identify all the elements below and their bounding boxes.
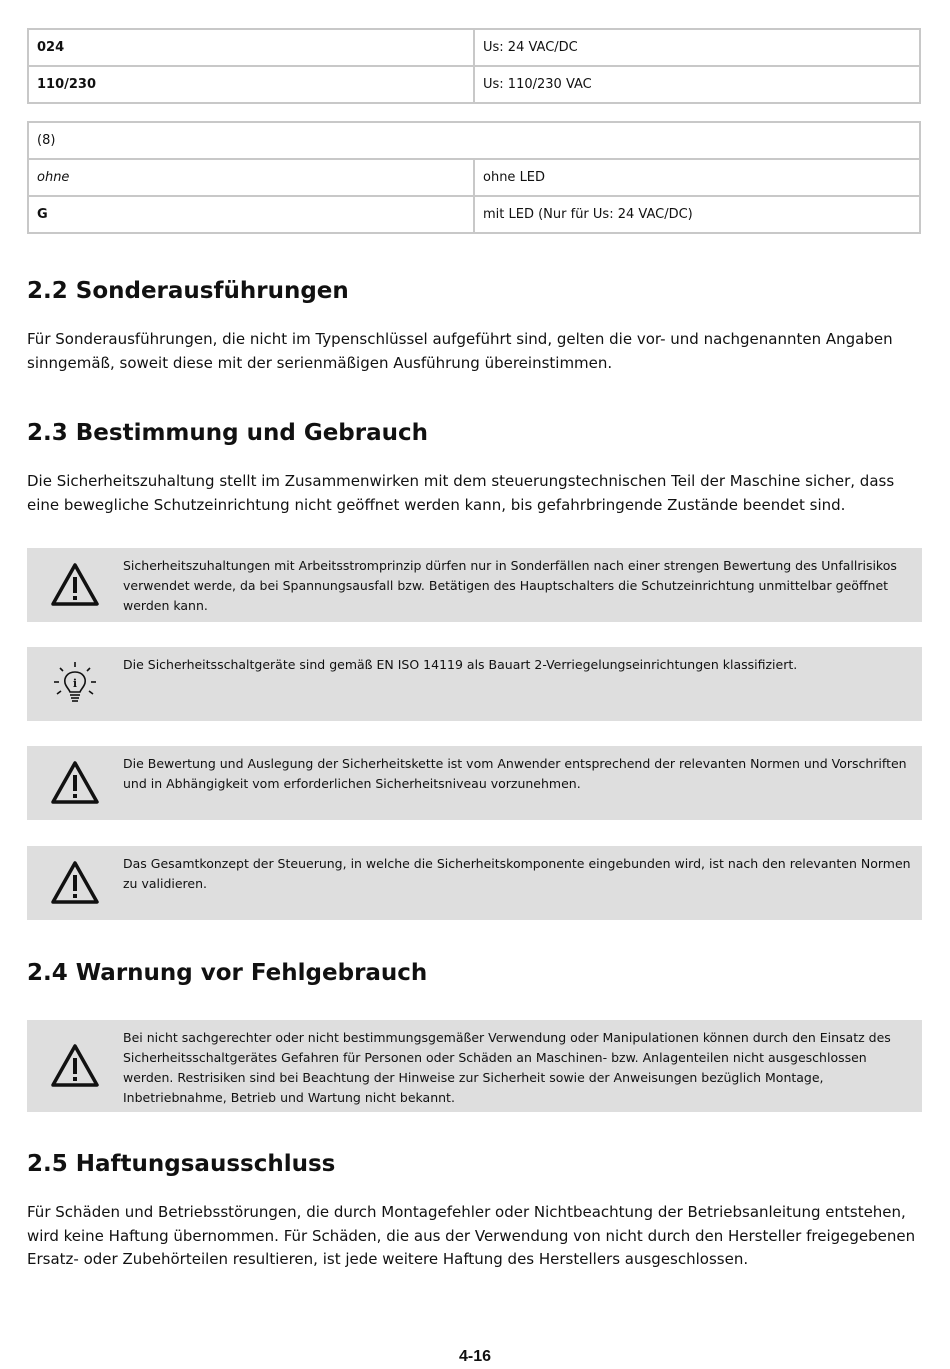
page-number: 4-16 xyxy=(458,1348,492,1365)
info-lightbulb-icon xyxy=(51,660,99,708)
table-row xyxy=(28,29,920,66)
section-text-2-3: Die Sicherheitszuhaltung stellt im Zusammenwirken mit dem steuerungstechnischen Teil der Maschine sicher, dass eine bewegliche Schutzeinrichtung nicht geöffnet werden kann, bis gefahrbringende Zustände beendet sind. xyxy=(27,472,895,514)
warning-note xyxy=(27,746,922,820)
table-cell-key: ohne xyxy=(28,159,474,196)
warning-note xyxy=(27,548,922,622)
info-note xyxy=(27,647,922,721)
section-text-2-5: Für Schäden und Betriebsstörungen, die durch Montagefehler oder Nichtbeachtung der Betriebsanleitung entstehen, wird keine Haftung übernommen. Für Schäden, die aus der Verwendung von nicht durch den Hersteller freigegebenen Ersatz- oder Zubehörteilen resultieren, ist jede weitere Haftung des Herstellers ausgeschlossen. xyxy=(27,1203,916,1268)
section-heading-2-3: 2.3 Bestimmung und Gebrauch xyxy=(27,420,429,446)
table-cell-key: 024 xyxy=(28,29,474,66)
table-cell-key: 110/230 xyxy=(28,66,474,103)
section-heading-2-2: 2.2 Sonderausführungen xyxy=(27,278,349,304)
warning-note xyxy=(27,1020,922,1112)
table-cell-value: Us: 24 VAC/DC xyxy=(474,29,920,66)
table-row xyxy=(28,159,920,196)
warning-icon xyxy=(51,1042,99,1090)
note-text: Die Sicherheitsschaltgeräte sind gemäß EN ISO 14119 als Bauart 2-Verriegelungseinrichtungen klassifiziert. xyxy=(123,657,798,672)
warning-icon xyxy=(51,759,99,807)
section-heading-2-4: 2.4 Warnung vor Fehlgebrauch xyxy=(27,960,428,986)
note-text: Die Bewertung und Auslegung der Sicherheitskette ist vom Anwender entsprechend der relevanten Normen und Vorschriften und in Abhängigkeit vom erforderlichen Sicherheitsniveau vorzunehmen. xyxy=(123,756,907,791)
warning-note xyxy=(27,846,922,920)
table-cell-value: Us: 110/230 VAC xyxy=(474,66,920,103)
warning-icon xyxy=(51,561,99,609)
warning-icon xyxy=(51,859,99,907)
note-text: Das Gesamtkonzept der Steuerung, in welche die Sicherheitskomponente eingebunden wird, ist nach den relevanten Normen zu validieren. xyxy=(123,856,911,891)
section-heading-2-5: 2.5 Haftungsausschluss xyxy=(27,1151,336,1177)
table-row xyxy=(28,66,920,103)
table-cell-key: G xyxy=(28,196,474,233)
note-text: Bei nicht sachgerechter oder nicht bestimmungsgemäßer Verwendung oder Manipulationen können durch den Einsatz des Sicherheitsschaltgerätes Gefahren für Personen oder Schäden an Maschinen- bzw. Anlagenteilen nicht ausgeschlossen werden. Restrisiken sind bei Beachtung der Hinweise zur Sicherheit sowie der Anweisungen bezüglich Montage, Inbetriebnahme, Betrieb und Wartung nicht bekannt. xyxy=(123,1030,891,1105)
voltage-table xyxy=(27,28,921,104)
table-header-row xyxy=(28,122,920,159)
note-text: Sicherheitszuhaltungen mit Arbeitsstromprinzip dürfen nur in Sonderfällen nach einer strengen Bewertung des Unfallrisikos verwendet werde, da bei Spannungsausfall bzw. Betätigen des Hauptschalters die Schutzeinrichtung unmittelbar geöffnet werden kann. xyxy=(123,558,897,613)
section-text-2-2: Für Sonderausführungen, die nicht im Typenschlüssel aufgeführt sind, gelten die vor- und nachgenannten Angaben sinngemäß, soweit diese mit der serienmäßigen Ausführung übereinstimmen. xyxy=(27,330,893,372)
table-header-cell: (8) xyxy=(28,122,920,159)
table-cell-value: ohne LED xyxy=(474,159,920,196)
table-row xyxy=(28,196,920,233)
svg-text:i: i xyxy=(72,677,78,690)
led-option-table xyxy=(27,121,921,234)
table-cell-value: mit LED (Nur für Us: 24 VAC/DC) xyxy=(474,196,920,233)
